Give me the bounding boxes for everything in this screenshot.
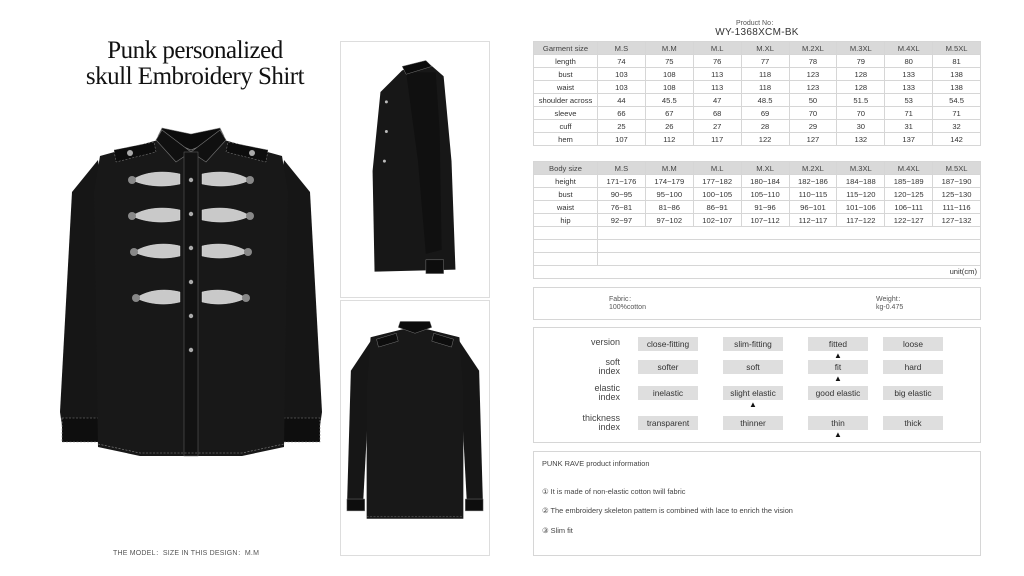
body-size-cell: 90~95 xyxy=(598,188,646,201)
body-size-cell: 120~125 xyxy=(885,188,933,201)
garment-size-cell: 133 xyxy=(885,81,933,94)
garment-size-cell: 76 xyxy=(693,55,741,68)
garment-size-cell: 113 xyxy=(693,68,741,81)
model-size-note: THE MODEL：SIZE IN THIS DESIGN：M.M xyxy=(113,550,260,557)
garment-size-header-cell: M.S xyxy=(598,42,646,55)
garment-size-cell: 108 xyxy=(645,68,693,81)
garment-size-header-cell: M.M xyxy=(645,42,693,55)
garment-size-header-cell: M.4XL xyxy=(885,42,933,55)
garment-size-cell: 122 xyxy=(741,133,789,146)
attribute-option: soft xyxy=(723,360,783,374)
fit-attributes-box xyxy=(533,327,981,443)
garment-size-cell: 118 xyxy=(741,81,789,94)
garment-size-cell: 128 xyxy=(837,68,885,81)
body-size-row xyxy=(534,201,981,214)
body-size-cell: 105~110 xyxy=(741,188,789,201)
garment-size-row xyxy=(534,94,981,107)
garment-size-cell: 138 xyxy=(933,68,981,81)
attribute-option: fitted xyxy=(808,337,868,351)
garment-size-cell: 27 xyxy=(693,120,741,133)
body-size-header-cell: M.L xyxy=(693,162,741,175)
attribute-option: big elastic xyxy=(883,386,943,400)
product-info-item-2: ② The embroidery skeleton pattern is combined with lace to enrich the vision xyxy=(542,506,793,515)
garment-size-row xyxy=(534,55,981,68)
garment-size-cell: 123 xyxy=(789,81,837,94)
garment-size-header-cell: Garment size xyxy=(534,42,598,55)
garment-size-cell: 81 xyxy=(933,55,981,68)
weight-info xyxy=(876,296,905,312)
garment-size-row-label: hem xyxy=(534,133,598,146)
body-size-cell: 122~127 xyxy=(885,214,933,227)
garment-size-cell: 118 xyxy=(741,68,789,81)
body-size-row-label: waist xyxy=(534,201,598,214)
garment-size-cell: 70 xyxy=(789,107,837,120)
garment-size-cell: 30 xyxy=(837,120,885,133)
garment-size-cell: 113 xyxy=(693,81,741,94)
garment-size-cell: 79 xyxy=(837,55,885,68)
body-size-cell: 95~100 xyxy=(645,188,693,201)
body-size-cell: 76~81 xyxy=(598,201,646,214)
garment-size-cell: 51.5 xyxy=(837,94,885,107)
product-information-box xyxy=(533,451,981,556)
garment-size-row-label: waist xyxy=(534,81,598,94)
product-title-line-2: skull Embroidery Shirt xyxy=(85,63,305,90)
garment-size-row-label: length xyxy=(534,55,598,68)
body-size-cell: 110~115 xyxy=(789,188,837,201)
fabric-label: Fabric： xyxy=(609,296,636,303)
body-size-table xyxy=(533,161,981,227)
selected-marker-icon: ▲ xyxy=(834,430,842,439)
attribute-option: slight elastic xyxy=(723,386,783,400)
weight-value: kg-0.475 xyxy=(876,304,904,311)
attribute-option: thinner xyxy=(723,416,783,430)
garment-size-cell: 103 xyxy=(598,68,646,81)
body-size-header-cell: M.XL xyxy=(741,162,789,175)
garment-size-cell: 77 xyxy=(741,55,789,68)
garment-size-cell: 103 xyxy=(598,81,646,94)
garment-size-cell: 54.5 xyxy=(933,94,981,107)
garment-size-cell: 26 xyxy=(645,120,693,133)
body-size-cell: 100~105 xyxy=(693,188,741,201)
body-size-cell: 101~106 xyxy=(837,201,885,214)
size-table-blank-rows xyxy=(533,226,981,266)
body-size-cell: 187~190 xyxy=(933,175,981,188)
body-size-cell: 106~111 xyxy=(885,201,933,214)
garment-size-cell: 45.5 xyxy=(645,94,693,107)
body-size-row-label: hip xyxy=(534,214,598,227)
weight-label: Weight： xyxy=(876,296,905,303)
attribute-row xyxy=(534,383,982,409)
garment-size-cell: 112 xyxy=(645,133,693,146)
garment-size-row-label: sleeve xyxy=(534,107,598,120)
body-size-header-cell: M.4XL xyxy=(885,162,933,175)
garment-size-cell: 31 xyxy=(885,120,933,133)
body-size-cell: 185~189 xyxy=(885,175,933,188)
garment-size-cell: 137 xyxy=(885,133,933,146)
garment-size-cell: 142 xyxy=(933,133,981,146)
body-size-cell: 182~186 xyxy=(789,175,837,188)
body-size-header-cell: M.3XL xyxy=(837,162,885,175)
body-size-header-cell: M.M xyxy=(645,162,693,175)
attribute-label: soft index xyxy=(598,357,620,376)
body-size-cell: 115~120 xyxy=(837,188,885,201)
garment-size-row xyxy=(534,107,981,120)
body-size-cell: 125~130 xyxy=(933,188,981,201)
garment-size-cell: 44 xyxy=(598,94,646,107)
garment-size-cell: 48.5 xyxy=(741,94,789,107)
garment-size-cell: 108 xyxy=(645,81,693,94)
garment-size-header-cell: M.2XL xyxy=(789,42,837,55)
body-size-cell: 91~96 xyxy=(741,201,789,214)
garment-size-cell: 117 xyxy=(693,133,741,146)
attribute-option: slim-fitting xyxy=(723,337,783,351)
attribute-option: thick xyxy=(883,416,943,430)
attribute-row xyxy=(534,413,982,439)
product-title xyxy=(50,38,340,90)
garment-size-cell: 123 xyxy=(789,68,837,81)
garment-size-row xyxy=(534,81,981,94)
garment-size-cell: 28 xyxy=(741,120,789,133)
body-size-cell: 92~97 xyxy=(598,214,646,227)
attribute-option: close-fitting xyxy=(638,337,698,351)
product-info-item-1: ① It is made of non-elastic cotton twill fabric xyxy=(542,487,686,496)
garment-size-cell: 132 xyxy=(837,133,885,146)
body-size-header-cell: M.5XL xyxy=(933,162,981,175)
garment-size-header-cell: M.5XL xyxy=(933,42,981,55)
attribute-option: transparent xyxy=(638,416,698,430)
body-size-cell: 117~122 xyxy=(837,214,885,227)
garment-size-row xyxy=(534,133,981,146)
garment-size-header-cell: M.L xyxy=(693,42,741,55)
body-size-cell: 81~86 xyxy=(645,201,693,214)
shirt-back-view-image xyxy=(340,300,490,556)
body-size-cell: 127~132 xyxy=(933,214,981,227)
attribute-label: version xyxy=(590,337,620,347)
body-size-row-label: height xyxy=(534,175,598,188)
garment-size-cell: 71 xyxy=(885,107,933,120)
body-size-row xyxy=(534,175,981,188)
selected-marker-icon: ▲ xyxy=(834,374,842,383)
garment-size-row xyxy=(534,68,981,81)
garment-size-cell: 127 xyxy=(789,133,837,146)
attribute-option: hard xyxy=(883,360,943,374)
attribute-option: softer xyxy=(638,360,698,374)
product-info-item-3: ③ Slim fit xyxy=(542,526,573,535)
body-size-cell: 97~102 xyxy=(645,214,693,227)
body-size-row xyxy=(534,214,981,227)
shirt-front-image xyxy=(58,122,324,462)
garment-size-cell: 53 xyxy=(885,94,933,107)
body-size-row-label: bust xyxy=(534,188,598,201)
garment-size-row xyxy=(534,120,981,133)
attribute-row xyxy=(534,357,982,383)
garment-size-header-cell: M.XL xyxy=(741,42,789,55)
garment-size-cell: 107 xyxy=(598,133,646,146)
fabric-weight-box xyxy=(533,287,981,320)
body-size-header-cell: Body size xyxy=(534,162,598,175)
body-size-cell: 180~184 xyxy=(741,175,789,188)
body-size-header-cell: M.2XL xyxy=(789,162,837,175)
attribute-option: good elastic xyxy=(808,386,868,400)
body-size-cell: 171~176 xyxy=(598,175,646,188)
garment-size-cell: 138 xyxy=(933,81,981,94)
body-size-cell: 96~101 xyxy=(789,201,837,214)
product-info-title: PUNK RAVE product information xyxy=(542,459,650,468)
attribute-label: thickness index xyxy=(582,413,620,432)
body-size-cell: 111~116 xyxy=(933,201,981,214)
garment-size-cell: 78 xyxy=(789,55,837,68)
body-size-cell: 184~188 xyxy=(837,175,885,188)
garment-size-cell: 25 xyxy=(598,120,646,133)
garment-size-cell: 67 xyxy=(645,107,693,120)
attribute-option: fit xyxy=(808,360,868,374)
unit-label: unit(cm) xyxy=(533,265,981,279)
garment-size-cell: 71 xyxy=(933,107,981,120)
garment-size-header-row xyxy=(534,42,981,55)
fabric-info xyxy=(609,296,646,312)
body-size-cell: 86~91 xyxy=(693,201,741,214)
garment-size-cell: 32 xyxy=(933,120,981,133)
garment-size-cell: 80 xyxy=(885,55,933,68)
garment-size-table xyxy=(533,41,981,146)
body-size-cell: 174~179 xyxy=(645,175,693,188)
body-size-cell: 177~182 xyxy=(693,175,741,188)
garment-size-cell: 29 xyxy=(789,120,837,133)
attribute-label: elastic index xyxy=(594,383,620,402)
garment-size-cell: 75 xyxy=(645,55,693,68)
garment-size-row-label: bust xyxy=(534,68,598,81)
product-number-label: Product No： xyxy=(735,20,779,27)
garment-size-cell: 133 xyxy=(885,68,933,81)
attribute-option: thin xyxy=(808,416,868,430)
garment-size-cell: 70 xyxy=(837,107,885,120)
garment-size-cell: 68 xyxy=(693,107,741,120)
garment-size-cell: 50 xyxy=(789,94,837,107)
garment-size-cell: 128 xyxy=(837,81,885,94)
garment-size-row-label: shoulder across xyxy=(534,94,598,107)
garment-size-header-cell: M.3XL xyxy=(837,42,885,55)
body-size-cell: 102~107 xyxy=(693,214,741,227)
product-number: WY-1368XCM-BK xyxy=(715,27,799,38)
product-title-line-1: Punk personalized xyxy=(107,37,283,64)
body-size-header-cell: M.S xyxy=(598,162,646,175)
garment-size-cell: 69 xyxy=(741,107,789,120)
garment-size-cell: 74 xyxy=(598,55,646,68)
body-size-cell: 107~112 xyxy=(741,214,789,227)
fabric-value: 100%cotton xyxy=(609,304,646,311)
body-size-row xyxy=(534,188,981,201)
garment-size-row-label: cuff xyxy=(534,120,598,133)
garment-size-cell: 66 xyxy=(598,107,646,120)
garment-size-cell: 47 xyxy=(693,94,741,107)
body-size-cell: 112~117 xyxy=(789,214,837,227)
body-size-header-row xyxy=(534,162,981,175)
attribute-option: loose xyxy=(883,337,943,351)
attribute-option: inelastic xyxy=(638,386,698,400)
shirt-side-view-image xyxy=(340,41,490,298)
selected-marker-icon: ▲ xyxy=(749,400,757,409)
attribute-row xyxy=(534,335,982,360)
selected-marker-icon: ▲ xyxy=(834,351,842,360)
